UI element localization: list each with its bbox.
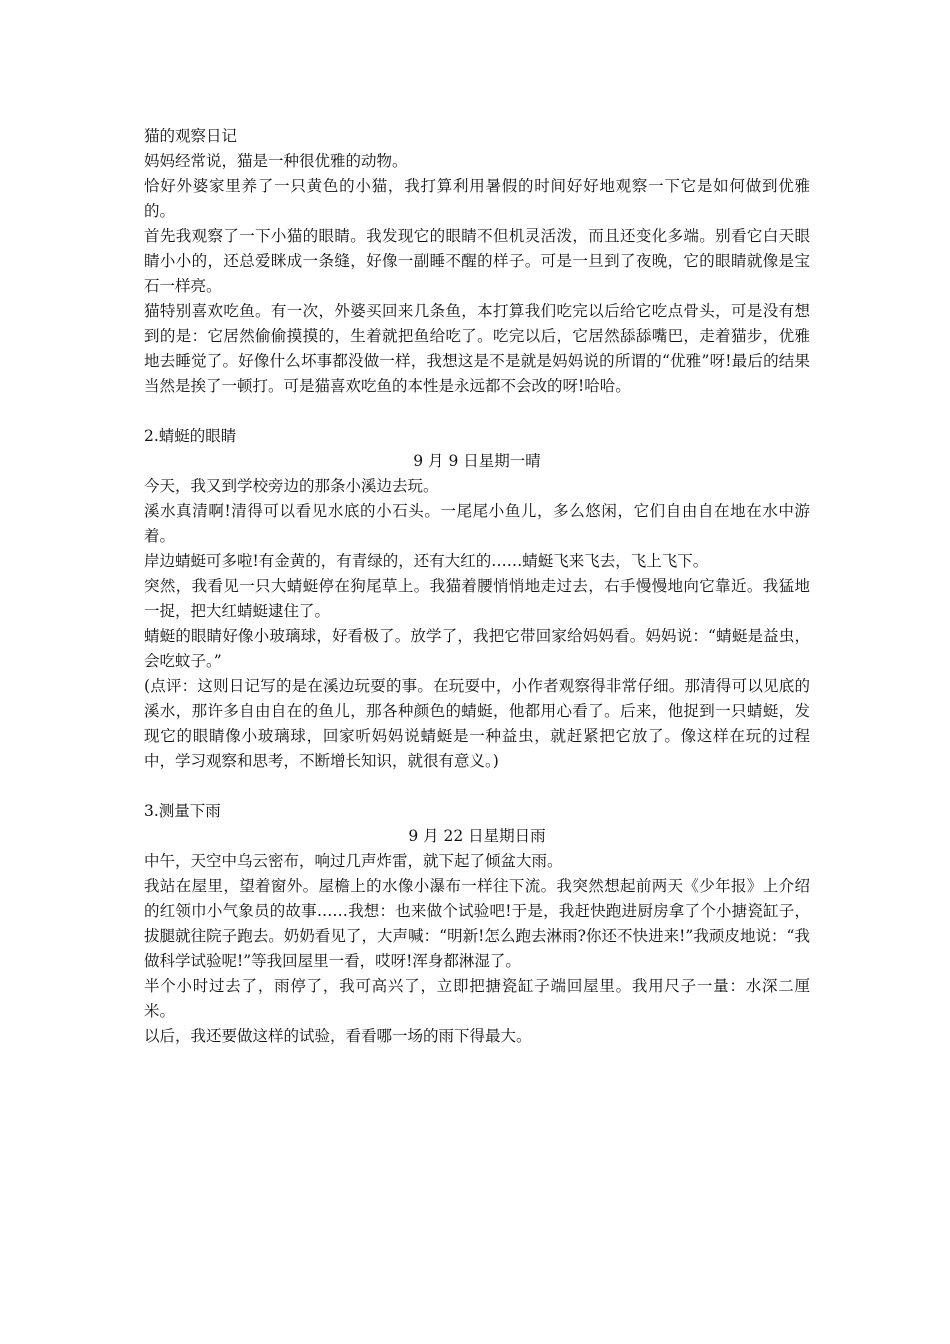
document-page	[144, 124, 810, 1049]
diary-2-paragraph-5: 蜻蜓的眼睛好像小玻璃球，好看极了。放学了，我把它带回家给妈妈看。妈妈说：“蜻蜓是益虫，会吃蚊子。”	[144, 627, 810, 670]
section-spacer	[144, 774, 810, 799]
diary-3-title: 3.测量下雨	[144, 802, 221, 820]
diary-2-comment: (点评：这则日记写的是在溪边玩耍的事。在玩耍中，小作者观察得非常仔细。那清得可以见底的溪水，那许多自由自在的鱼儿，那各种颜色的蜻蜓，他都用心看了。后来，他捉到一只蜻蜓，发现它的眼睛像小玻璃球，回家听妈妈说蜻蜓是一种益虫，就赶紧把它放了。像这样在玩的过程中，学习观察和思考，不断增长知识，就很有意义。)	[144, 677, 810, 770]
diary-2-paragraph-1: 今天，我又到学校旁边的那条小溪边去玩。	[144, 477, 439, 495]
diary-3-paragraph-2: 我站在屋里，望着窗外。屋檐上的水像小瀑布一样往下流。我突然想起前两天《少年报》上介绍的红领巾小气象员的故事……我想：也来做个试验吧!于是，我赶快跑进厨房拿了个小搪瓷缸子，拔腿就往院子跑去。奶奶看见了，大声喊：“明新!怎么跑去淋雨?你还不快进来!”我顽皮地说：“我做科学试验呢!”等我回屋里一看，哎呀!浑身都淋湿了。	[144, 877, 810, 970]
diary-1-paragraph-3: 首先我观察了一下小猫的眼睛。我发现它的眼睛不但机灵活泼，而且还变化多端。别看它白天眼睛小小的，还总爱眯成一条缝，好像一副睡不醒的样子。可是一旦到了夜晚，它的眼睛就像是宝石一样亮。	[144, 227, 810, 295]
diary-3-paragraph-3: 半个小时过去了，雨停了，我可高兴了，立即把搪瓷缸子端回屋里。我用尺子一量：水深二厘米。	[144, 977, 810, 1020]
diary-3-paragraph-1: 中午，天空中乌云密布，响过几声炸雷，就下起了倾盆大雨。	[144, 852, 563, 870]
diary-2-paragraph-4: 突然，我看见一只大蜻蜓停在狗尾草上。我猫着腰悄悄地走过去，右手慢慢地向它靠近。我猛地一捉，把大红蜻蜓逮住了。	[144, 577, 810, 620]
diary-1-paragraph-4: 猫特别喜欢吃鱼。有一次，外婆买回来几条鱼，本打算我们吃完以后给它吃点骨头，可是没有想到的是：它居然偷偷摸摸的，生着就把鱼给吃了。吃完以后，它居然舔舔嘴巴，走着猫步，优雅地去睡觉了。好像什么坏事都没做一样，我想这是不是就是妈妈说的所谓的“优雅”呀!最后的结果当然是挨了一顿打。可是猫喜欢吃鱼的本性是永远都不会改的呀!哈哈。	[144, 302, 810, 395]
diary-3-paragraph-4: 以后，我还要做这样的试验，看看哪一场的雨下得最大。	[144, 1027, 532, 1045]
diary-1-paragraph-1: 妈妈经常说，猫是一种很优雅的动物。	[144, 152, 408, 170]
diary-2-paragraph-3: 岸边蜻蜓可多啦!有金黄的，有青绿的，还有大红的……蜻蜓飞来飞去，飞上飞下。	[144, 552, 709, 570]
diary-2-date: 9 月 9 日星期一晴	[413, 452, 541, 470]
diary-2-title: 2.蜻蜓的眼睛	[144, 427, 237, 445]
section-spacer	[144, 399, 810, 424]
diary-3-date: 9 月 22 日星期日雨	[408, 827, 546, 845]
diary-1-title: 猫的观察日记	[144, 127, 238, 145]
diary-1-paragraph-2: 恰好外婆家里养了一只黄色的小猫，我打算利用暑假的时间好好地观察一下它是如何做到优雅的。	[144, 177, 810, 220]
diary-2-paragraph-2: 溪水真清啊!清得可以看见水底的小石头。一尾尾小鱼儿，多么悠闲，它们自由自在地在水中游着。	[144, 502, 810, 545]
